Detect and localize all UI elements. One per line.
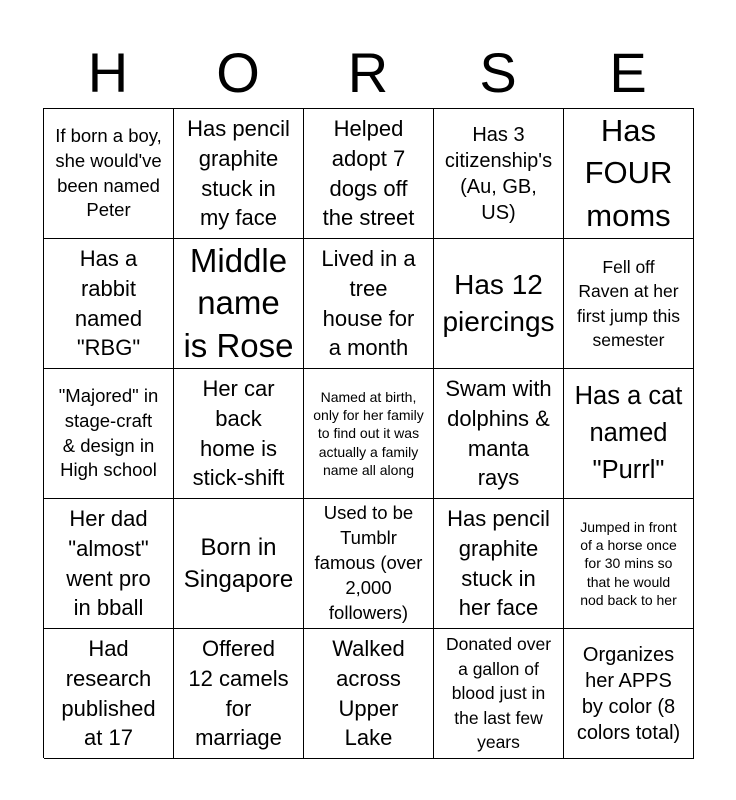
cell-text: Her car back home is stick-shift	[192, 375, 285, 491]
cell-text: Has a cat named "Purrl"	[574, 382, 683, 484]
cell-text: Born in Singapore	[183, 534, 294, 593]
bingo-cell[interactable]	[44, 499, 174, 629]
cell-text: Has 3 citizenship's (Au, GB, US)	[444, 123, 553, 224]
bingo-cell[interactable]	[174, 369, 304, 499]
bingo-cell[interactable]	[564, 109, 694, 239]
header-letter-h: H	[87, 41, 129, 104]
bingo-cell[interactable]	[174, 629, 304, 759]
bingo-cell[interactable]	[434, 239, 564, 369]
cell-text: Had research published at 17	[61, 635, 156, 751]
cell-text: Has pencil graphite stuck in her face	[447, 505, 550, 621]
bingo-cell[interactable]	[44, 369, 174, 499]
bingo-cell[interactable]	[304, 109, 434, 239]
cell-text: If born a boy, she would've been named Peter	[55, 124, 162, 221]
cell-text: Offered 12 camels for marriage	[188, 635, 289, 751]
bingo-cell[interactable]	[44, 109, 174, 239]
bingo-cell[interactable]	[174, 239, 304, 369]
cell-text: Organizes her APPS by color (8 colors total)	[576, 643, 681, 744]
bingo-cell[interactable]	[44, 239, 174, 369]
bingo-cell[interactable]	[304, 369, 434, 499]
bingo-cell[interactable]	[304, 629, 434, 759]
cell-text: Has pencil graphite stuck in my face	[187, 115, 290, 231]
bingo-cell[interactable]	[434, 369, 564, 499]
bingo-cell[interactable]	[174, 499, 304, 629]
bingo-cell[interactable]	[434, 109, 564, 239]
bingo-cell[interactable]	[434, 629, 564, 759]
bingo-cell[interactable]	[304, 239, 434, 369]
bingo-cell[interactable]	[174, 109, 304, 239]
cell-text: Her dad "almost" went pro in bball	[66, 505, 151, 621]
header-letter-s: S	[479, 41, 517, 104]
bingo-cell[interactable]	[44, 629, 174, 759]
bingo-board	[43, 108, 694, 758]
header-letter-o: O	[216, 41, 260, 104]
bingo-cell[interactable]	[564, 369, 694, 499]
cell-text: Helped adopt 7 dogs off the street	[322, 115, 415, 231]
cell-text: "Majored" in stage-craft & design in High school	[58, 384, 159, 481]
cell-text: Jumped in front of a horse once for 30 mins so that he would nod back to her	[580, 519, 677, 608]
bingo-cell[interactable]	[304, 499, 434, 629]
bingo-header	[43, 40, 693, 106]
cell-text: Named at birth, only for her family to find out it was actually a family name all along	[313, 389, 424, 478]
cell-text: Middle name is Rose	[183, 242, 294, 364]
bingo-cell[interactable]	[564, 629, 694, 759]
bingo-cell[interactable]	[564, 499, 694, 629]
cell-text: Fell off Raven at her first jump this semester	[576, 256, 681, 350]
cell-text: Has 12 piercings	[442, 269, 555, 337]
cell-text: Swam with dolphins & manta rays	[445, 375, 552, 491]
cell-text: Has a rabbit named "RBG"	[74, 245, 143, 361]
header-letter-e: E	[609, 41, 647, 104]
bingo-cell[interactable]	[434, 499, 564, 629]
cell-text: Walked across Upper Lake	[332, 635, 405, 751]
cell-text: Donated over a gallon of blood just in the last few years	[445, 634, 552, 753]
cell-text: Lived in a tree house for a month	[321, 245, 416, 361]
header-letter-r: R	[347, 41, 389, 104]
bingo-cell[interactable]	[564, 239, 694, 369]
cell-text: Has FOUR moms	[584, 113, 673, 233]
cell-text: Used to be Tumblr famous (over 2,000 followers)	[314, 502, 423, 623]
